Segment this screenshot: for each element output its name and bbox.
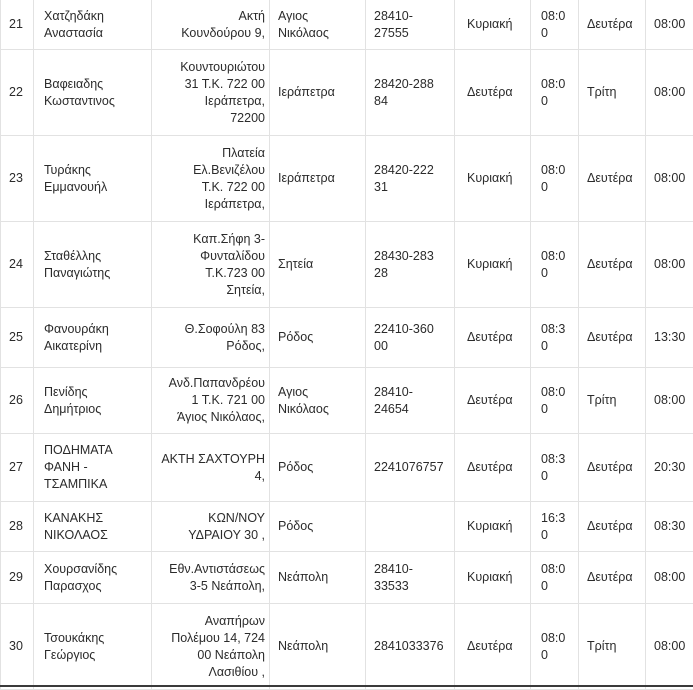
duty-end-day: Δευτέρα: [579, 222, 646, 308]
duty-end-day: Δευτέρα: [579, 136, 646, 222]
duty-end-time: 08:00: [646, 50, 693, 136]
pharmacy-address-line: Άγιος Νικόλαος,: [158, 409, 265, 426]
duty-end-time: 13:30: [646, 308, 693, 368]
duty-end-day: Τρίτη: [579, 368, 646, 434]
pharmacist-name: [34, 434, 152, 502]
pharmacist-name: [34, 50, 152, 136]
duty-start-day: Κυριακή: [455, 552, 531, 604]
pharmacist-name: [34, 552, 152, 604]
table-row: [1, 222, 693, 308]
pharmacy-phone-line: 31: [374, 179, 448, 196]
pharmacy-address-line: Ρόδος,: [158, 338, 265, 355]
pharmacy-city: [270, 368, 366, 434]
pharmacy-city-line: Αγιος: [278, 384, 359, 401]
pharmacist-name-line: Σταθέλλης: [44, 248, 145, 265]
pharmacy-address-line: Εθν.Αντιστάσεως: [158, 561, 265, 578]
pharmacist-name-line: Τυράκης: [44, 162, 145, 179]
pharmacy-phone-line: 24654: [374, 401, 448, 418]
row-number: 30: [1, 604, 34, 690]
pharmacy-address: [152, 136, 270, 222]
pharmacy-phone-line: 00: [374, 338, 448, 355]
table-row: [1, 368, 693, 434]
pharmacy-phone-line: 2841033376: [374, 638, 448, 655]
pharmacist-name-line: Βαφειαδης: [44, 76, 145, 93]
pharmacy-phone: [366, 502, 455, 552]
pharmacist-name: [34, 222, 152, 308]
duty-start-day: Δευτέρα: [455, 434, 531, 502]
pharmacist-name: [34, 368, 152, 434]
pharmacy-address-line: Τ.Κ.723 00: [158, 265, 265, 282]
duty-end-day: Δευτέρα: [579, 0, 646, 50]
pharmacy-city-line: Ρόδος: [278, 518, 359, 535]
pharmacist-name-line: ΚΑΝΑΚΗΣ: [44, 510, 145, 527]
pharmacy-city: [270, 434, 366, 502]
pharmacy-address-line: Καπ.Σήφη 3-: [158, 231, 265, 248]
pharmacist-name-line: ΦΑΝΗ -: [44, 459, 145, 476]
table-row: [1, 552, 693, 604]
pharmacist-name-line: Χατζηδάκη: [44, 8, 145, 25]
pharmacy-phone: [366, 368, 455, 434]
pharmacy-phone: [366, 50, 455, 136]
pharmacist-name-line: Αναστασία: [44, 25, 145, 42]
pharmacy-city: [270, 604, 366, 690]
table-row: [1, 0, 693, 50]
row-number: 21: [1, 0, 34, 50]
duty-end-time: 08:30: [646, 502, 693, 552]
pharmacy-address-line: 4,: [158, 468, 265, 485]
pharmacist-name-line: Παρασχος: [44, 578, 145, 595]
pharmacy-address: [152, 222, 270, 308]
pharmacist-name-line: Πενίδης: [44, 384, 145, 401]
pharmacy-address: [152, 50, 270, 136]
pharmacist-name: [34, 308, 152, 368]
pharmacy-phone-line: 28410-: [374, 8, 448, 25]
row-number: 26: [1, 368, 34, 434]
table-row: [1, 50, 693, 136]
duty-end-day: Δευτέρα: [579, 434, 646, 502]
table-body: [1, 0, 693, 690]
pharmacy-address-line: Πολέμου 14, 724: [158, 630, 265, 647]
duty-start-time: 08:00: [531, 552, 579, 604]
table-row: [1, 502, 693, 552]
row-number: 28: [1, 502, 34, 552]
pharmacy-city-line: Ρόδος: [278, 329, 359, 346]
table-row: [1, 434, 693, 502]
pharmacy-address-line: Ιεράπετρα,: [158, 93, 265, 110]
pharmacy-city: [270, 222, 366, 308]
pharmacist-name-line: Παναγιώτης: [44, 265, 145, 282]
pharmacy-address-line: 1 Τ.Κ. 721 00: [158, 392, 265, 409]
duty-end-time: 08:00: [646, 0, 693, 50]
duty-start-day: Δευτέρα: [455, 308, 531, 368]
pharmacy-address: [152, 0, 270, 50]
pharmacy-address-line: Κουντουριώτου: [158, 59, 265, 76]
pharmacy-address-line: ΚΩΝ/ΝΟΥ: [158, 510, 265, 527]
pharmacist-name-line: Αικατερίνη: [44, 338, 145, 355]
row-number: 22: [1, 50, 34, 136]
pharmacy-address-line: 72200: [158, 110, 265, 127]
pharmacist-name-line: Χουρσανίδης: [44, 561, 145, 578]
pharmacy-city-line: Ιεράπετρα: [278, 84, 359, 101]
pharmacy-phone-line: 2241076757: [374, 459, 448, 476]
duty-start-time: 08:00: [531, 50, 579, 136]
duty-end-time: 08:00: [646, 604, 693, 690]
pharmacy-phone-line: 28: [374, 265, 448, 282]
pharmacy-city-line: Νικόλαος: [278, 25, 359, 42]
table-row: [1, 604, 693, 690]
row-number: 24: [1, 222, 34, 308]
duty-start-time: 08:00: [531, 136, 579, 222]
pharmacy-city-line: Νικόλαος: [278, 401, 359, 418]
pharmacy-address-line: Τ.Κ. 722 00: [158, 179, 265, 196]
pharmacy-address-line: ΑΚΤΗ ΣΑΧΤΟΥΡΗ: [158, 451, 265, 468]
pharmacist-name: [34, 0, 152, 50]
pharmacy-address: [152, 368, 270, 434]
pharmacy-phone-line: 28430-283: [374, 248, 448, 265]
pharmacy-address-line: 00 Νεάπολη: [158, 647, 265, 664]
pharmacy-phone: [366, 0, 455, 50]
pharmacy-phone-line: 28410-: [374, 561, 448, 578]
duty-start-day: Δευτέρα: [455, 368, 531, 434]
pharmacy-phone-line: 22410-360: [374, 321, 448, 338]
pharmacy-phone: [366, 136, 455, 222]
pharmacy-phone: [366, 552, 455, 604]
pharmacy-address-line: 31 Τ.Κ. 722 00: [158, 76, 265, 93]
pharmacy-phone: [366, 604, 455, 690]
pharmacy-address: [152, 604, 270, 690]
pharmacy-phone: [366, 308, 455, 368]
duty-end-day: Δευτέρα: [579, 552, 646, 604]
duty-start-time: 08:30: [531, 308, 579, 368]
pharmacy-city-line: Σητεία: [278, 256, 359, 273]
pharmacy-address-line: Θ.Σοφούλη 83: [158, 321, 265, 338]
pharmacist-name-line: ΤΣΑΜΠΙΚΑ: [44, 476, 145, 493]
pharmacist-name-line: ΠΟΔΗΜΑΤΑ: [44, 442, 145, 459]
pharmacy-address-line: Φυνταλίδου: [158, 248, 265, 265]
duty-end-time: 08:00: [646, 222, 693, 308]
pharmacy-address-line: Ιεράπετρα,: [158, 196, 265, 213]
pharmacy-city-line: Ιεράπετρα: [278, 170, 359, 187]
pharmacist-name-line: Φανουράκη: [44, 321, 145, 338]
duty-start-day: Δευτέρα: [455, 50, 531, 136]
table-row: [1, 308, 693, 368]
pharmacist-name-line: Τσουκάκης: [44, 630, 145, 647]
duty-start-time: 08:00: [531, 0, 579, 50]
pharmacy-address-line: Πλατεία: [158, 145, 265, 162]
duty-start-time: 08:00: [531, 604, 579, 690]
duty-start-day: Κυριακή: [455, 0, 531, 50]
duty-start-day: Δευτέρα: [455, 604, 531, 690]
pharmacy-city: [270, 308, 366, 368]
pharmacy-phone-line: 27555: [374, 25, 448, 42]
pharmacist-name: [34, 502, 152, 552]
table-row: [1, 136, 693, 222]
duty-start-day: Κυριακή: [455, 136, 531, 222]
pharmacy-address: [152, 308, 270, 368]
pharmacy-address-line: Λασιθίου ,: [158, 664, 265, 681]
pharmacy-city: [270, 502, 366, 552]
pharmacy-address-line: 3-5 Νεάπολη,: [158, 578, 265, 595]
pharmacy-phone-line: 33533: [374, 578, 448, 595]
pharmacist-name-line: Γεώργιος: [44, 647, 145, 664]
pharmacy-address-line: Σητεία,: [158, 282, 265, 299]
pharmacist-name-line: Κωσταντινος: [44, 93, 145, 110]
pharmacy-phone: [366, 434, 455, 502]
pharmacist-name-line: Εμμανουήλ: [44, 179, 145, 196]
pharmacy-address: [152, 502, 270, 552]
duty-end-day: Δευτέρα: [579, 308, 646, 368]
pharmacy-phone-line: 28420-222: [374, 162, 448, 179]
pharmacy-address: [152, 434, 270, 502]
row-number: 25: [1, 308, 34, 368]
pharmacy-city-line: Νεάπολη: [278, 638, 359, 655]
pharmacy-address: [152, 552, 270, 604]
pharmacy-city-line: Αγιος: [278, 8, 359, 25]
duty-end-day: Τρίτη: [579, 50, 646, 136]
duty-start-time: 08:30: [531, 434, 579, 502]
duty-start-day: Κυριακή: [455, 222, 531, 308]
pharmacy-city: [270, 50, 366, 136]
duty-start-time: 08:00: [531, 222, 579, 308]
row-number: 29: [1, 552, 34, 604]
duty-end-time: 08:00: [646, 136, 693, 222]
duty-end-time: 20:30: [646, 434, 693, 502]
pharmacy-city-line: Νεάπολη: [278, 569, 359, 586]
duty-end-day: Τρίτη: [579, 604, 646, 690]
pharmacy-address-line: Ακτή: [158, 8, 265, 25]
pharmacy-city-line: Ρόδος: [278, 459, 359, 476]
pharmacy-city: [270, 136, 366, 222]
pharmacist-name: [34, 604, 152, 690]
row-number: 23: [1, 136, 34, 222]
pharmacy-phone-line: 28410-: [374, 384, 448, 401]
pharmacy-phone: [366, 222, 455, 308]
duty-start-day: Κυριακή: [455, 502, 531, 552]
duty-end-day: Δευτέρα: [579, 502, 646, 552]
pharmacy-phone-line: 28420-288: [374, 76, 448, 93]
pharmacist-name-line: Δημήτριος: [44, 401, 145, 418]
pharmacy-city: [270, 0, 366, 50]
duty-start-time: 16:30: [531, 502, 579, 552]
duty-start-time: 08:00: [531, 368, 579, 434]
pharmacy-address-line: Ελ.Βενιζέλου: [158, 162, 265, 179]
pharmacist-name: [34, 136, 152, 222]
row-number: 27: [1, 434, 34, 502]
duty-end-time: 08:00: [646, 368, 693, 434]
pharmacy-city: [270, 552, 366, 604]
pharmacy-address-line: Ανδ.Παπανδρέου: [158, 375, 265, 392]
pharmacist-name-line: ΝΙΚΟΛΑΟΣ: [44, 527, 145, 544]
pharmacy-address-line: Κουνδούρου 9,: [158, 25, 265, 42]
duty-end-time: 08:00: [646, 552, 693, 604]
pharmacy-address-line: Αναπήρων: [158, 613, 265, 630]
pharmacy-phone-line: 84: [374, 93, 448, 110]
pharmacy-address-line: ΥΔΡΑΙΟΥ 30 ,: [158, 527, 265, 544]
